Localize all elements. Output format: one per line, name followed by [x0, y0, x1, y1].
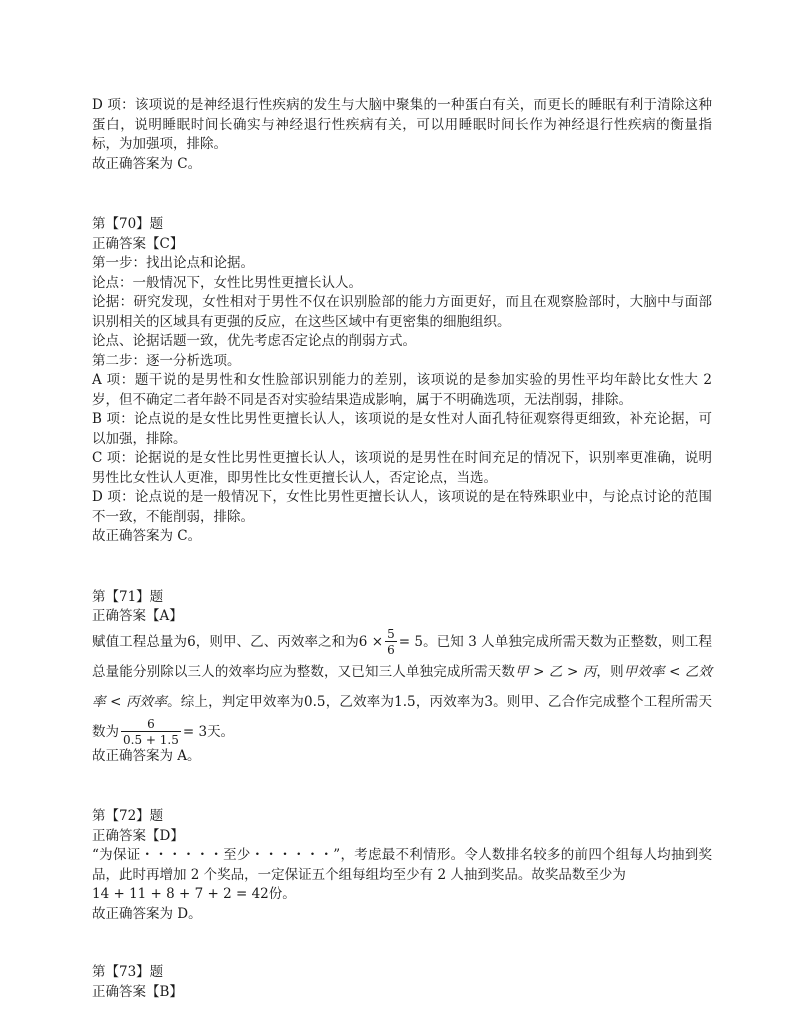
math-expr: = 5	[398, 633, 423, 650]
fraction-numerator: 5	[387, 627, 395, 641]
math-fraction	[385, 628, 397, 656]
fraction-denominator: 0.5 + 1.5	[123, 733, 179, 747]
question-title: 第【73】题	[92, 964, 164, 980]
solution-paragraph	[92, 627, 712, 747]
math-fraction	[121, 718, 181, 746]
fraction-denominator: 6	[387, 643, 395, 657]
solution-text: “为保证・・・・・・至少・・・・・・”，考虑最不利情形。令人数排名较多的前四个组每人均抽到奖品，此时再增加 2 个奖品，一定保证五个组每组均至少有 2 人抽到奖品。故奖品数至少为	[92, 847, 712, 883]
answer-key: 正确答案【C】	[92, 235, 184, 252]
math-value: 3	[484, 693, 493, 710]
math-expr: 6 ×	[358, 633, 384, 650]
math-value: 1.5	[394, 693, 416, 710]
q69-option-d: D 项：该项说的是神经退行性疾病的发生与大脑中聚集的一种蛋白有关，而更长的睡眠有利于清除这种蛋白，说明睡眠时间长确实与神经退行性疾病有关，可以用睡眠时间长作为神经退行性疾病的衡量指标，为加强项，排除。	[92, 97, 712, 152]
question-title: 第【70】题	[92, 216, 164, 232]
question-73	[92, 963, 712, 1002]
math-value: 6	[187, 633, 196, 650]
solution-text: 。则甲、乙合作完成整个工程所需天数为	[92, 693, 713, 740]
explanation-line: B 项：论点说的是女性比男性更擅长认人，该项说的是女性对人面孔特征观察得更细致，补充论据，可以加强，排除。	[92, 411, 712, 447]
solution-text: ，丙效率为	[415, 693, 485, 710]
solution-text: 赋值工程总量为	[92, 633, 188, 650]
math-value: 0.5	[304, 693, 326, 710]
answer-line: 故正确答案为 D。	[92, 905, 202, 922]
question-72	[92, 807, 712, 924]
answer-line: 故正确答案为 A。	[92, 747, 201, 764]
explanation-line: A 项：题干说的是男性和女性脸部识别能力的差别，该项说的是参加实验的男性平均年龄比女性大 2 岁，但不确定二者年龄不同是否对实验结果造成影响，属于不明确选项，无法削弱，排除。	[92, 372, 712, 408]
question-71	[92, 588, 712, 767]
solution-text: ，乙效率为	[325, 693, 395, 710]
explanation-line: D 项：论点说的是一般情况下，女性比男性更擅长认人，该项说的是在特殊职业中，与论点讨论的范围不一致，不能削弱，排除。	[92, 489, 712, 525]
explanation-line: 论据：研究发现，女性相对于男性不仅在识别脸部的能力方面更好，而且在观察脸部时，大脑中与面部识别相关的区域具有更强的反应，在这些区域中有更密集的细胞组织。	[92, 294, 712, 330]
solution-text: 。综上，判定甲效率为	[167, 693, 305, 710]
document-body	[92, 96, 712, 1002]
explanation-line: C 项：论据说的是女性比男性更擅长认人，该项说的是男性在时间充足的情况下，识别率更准确，说明男性比女性认人更准，即男性比女性更擅长认人，否定论点，当选。	[92, 450, 712, 486]
solution-text: ，则甲、乙、丙效率之和为	[195, 633, 359, 650]
fraction-numerator: 6	[121, 718, 181, 732]
question-title: 第【72】题	[92, 808, 164, 824]
explanation-line: 第二步：逐一分析选项。	[92, 352, 241, 369]
solution-text: 。已知 3 人单独完成所需天数为正整数，则工程总量能分别除以三人的效率均应为整数，又已知三人单独完成所需天数	[92, 633, 712, 680]
math-expr: 14 + 11 + 8 + 7 + 2 = 42	[92, 886, 269, 902]
solution-text: ，则	[596, 663, 624, 680]
math-expr: = 3	[182, 723, 208, 740]
question-70	[92, 215, 712, 547]
math-expr: 甲效率 < 乙效率 < 丙效率	[92, 663, 712, 710]
answer-key: 正确答案【D】	[92, 827, 184, 844]
math-expr: 甲 > 乙 > 丙	[515, 663, 597, 680]
answer-key: 正确答案【A】	[92, 608, 183, 624]
explanation-line: 论点、论据话题一致，优先考虑否定论点的削弱方式。	[92, 333, 416, 349]
solution-text: 份。	[268, 886, 296, 902]
question-title: 第【71】题	[92, 588, 164, 605]
solution-text: 天。	[207, 723, 235, 740]
solution-paragraph	[92, 846, 712, 905]
explanation-line: 论点：一般情况下，女性比男性更擅长认人。	[92, 274, 362, 291]
q69-answer: 故正确答案为 C。	[92, 155, 202, 172]
answer-key: 正确答案【B】	[92, 983, 183, 1000]
answer-line: 故正确答案为 C。	[92, 528, 202, 544]
explanation-line: 第一步：找出论点和论据。	[92, 255, 254, 271]
